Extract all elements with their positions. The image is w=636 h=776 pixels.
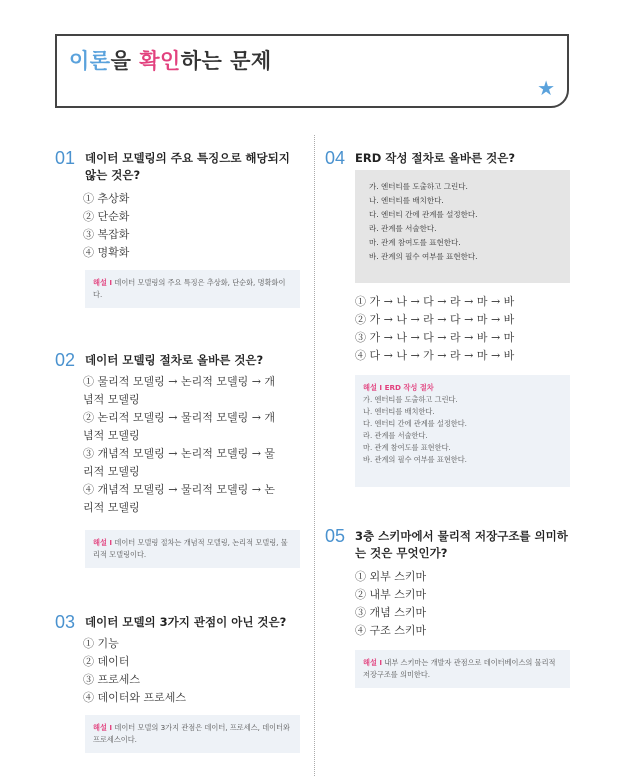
option-1[interactable]: ① 외부 스키마 <box>355 570 427 583</box>
option-2[interactable]: ② 논리적 모델링 → 물리적 모델링 → 개념적 모델링 <box>83 411 276 442</box>
procedure-item: 가. 엔터티를 도출하고 그린다. <box>369 182 468 191</box>
question-text: 데이터 모델링의 주요 특징으로 해당되지 않는 것은? <box>85 151 290 182</box>
question-number: 01 <box>55 148 76 168</box>
question-02 <box>55 350 300 580</box>
question-number: 02 <box>55 350 76 370</box>
option-4[interactable]: ④ 구조 스키마 <box>355 624 427 637</box>
procedure-item: 나. 엔터티를 배치한다. <box>369 196 444 205</box>
procedure-item: 다. 엔터티 간에 관계를 설정한다. <box>369 210 478 219</box>
explanation-line: 나. 엔터티를 배치한다. <box>363 407 435 416</box>
explanation-line: 다. 엔터티 간에 관계를 설정한다. <box>363 419 467 428</box>
explanation-box <box>85 715 300 753</box>
procedure-item: 바. 관계의 필수 여부를 표현한다. <box>369 252 478 261</box>
options-list <box>83 635 186 707</box>
title-part-1: 이론 <box>69 49 111 73</box>
option-4[interactable]: ④ 개념적 모델링 → 물리적 모델링 → 논리적 모델링 <box>83 483 276 514</box>
title-part-4: 하는 문제 <box>180 49 272 73</box>
explanation-box <box>355 650 570 688</box>
option-2[interactable]: ② 내부 스키마 <box>355 588 427 601</box>
options-list <box>83 373 283 517</box>
option-3[interactable]: ③ 개념 스키마 <box>355 606 427 619</box>
procedure-item: 마. 관계 참여도를 표현한다. <box>369 238 461 247</box>
procedure-item: 라. 관계를 서술한다. <box>369 224 437 233</box>
question-text: 데이터 모델링 절차로 올바른 것은? <box>85 353 264 367</box>
option-2[interactable]: ② 데이터 <box>83 655 130 668</box>
question-01 <box>55 148 300 328</box>
options-list <box>83 190 129 262</box>
explanation-box <box>85 530 300 568</box>
option-1[interactable]: ① 기능 <box>83 637 119 650</box>
explanation-label: 해설 I <box>93 538 113 547</box>
option-2[interactable]: ② 단순화 <box>83 210 130 223</box>
section-title-box <box>55 34 569 108</box>
explanation-label: 해설 I <box>93 723 113 732</box>
option-4[interactable]: ④ 다 → 나 → 가 → 라 → 마 → 바 <box>355 349 515 362</box>
question-number: 03 <box>55 612 76 632</box>
option-3[interactable]: ③ 가 → 나 → 다 → 라 → 바 → 마 <box>355 331 515 344</box>
option-2[interactable]: ② 가 → 나 → 라 → 다 → 마 → 바 <box>355 313 515 326</box>
explanation-line: 바. 관계의 필수 여부를 표현한다. <box>363 455 467 464</box>
option-4[interactable]: ④ 명확화 <box>83 246 130 259</box>
option-1[interactable]: ① 추상화 <box>83 192 130 205</box>
title-part-2: 을 <box>110 49 140 73</box>
explanation-text: 데이터 모델의 3가지 관점은 데이터, 프로세스, 데이터와 프로세스이다. <box>93 723 290 744</box>
explanation-text: 데이터 모델링 절차는 개념적 모델링, 논리적 모델링, 물리적 모델링이다. <box>93 538 288 559</box>
option-1[interactable]: ① 가 → 나 → 다 → 라 → 마 → 바 <box>355 295 515 308</box>
explanation-line: 마. 관계 참여도를 표현한다. <box>363 443 451 452</box>
explanation-box <box>85 270 300 308</box>
q4-explanation-box <box>355 375 570 487</box>
explanation-text: 데이터 모델링의 주요 특징은 추상화, 단순화, 명확화이다. <box>93 278 286 299</box>
option-4[interactable]: ④ 데이터와 프로세스 <box>83 691 187 704</box>
title-part-3: 확인 <box>139 49 181 73</box>
explanation-label: 해설 I <box>93 278 113 287</box>
explanation-label: 해설 I ERD 작성 절차 <box>363 383 434 392</box>
procedure-box <box>355 170 570 283</box>
option-3[interactable]: ③ 개념적 모델링 → 논리적 모델링 → 물리적 모델링 <box>83 447 276 478</box>
options-list <box>355 568 426 640</box>
explanation-text: 내부 스키마는 개발자 관점으로 데이터베이스의 물리적 저장구조를 의미한다. <box>363 658 556 679</box>
question-text: 3층 스키마에서 물리적 저장구조를 의미하는 것은 무엇인가? <box>355 529 568 560</box>
column-divider <box>314 135 315 776</box>
question-text: 데이터 모델의 3가지 관점이 아닌 것은? <box>85 615 287 629</box>
question-03 <box>55 612 300 762</box>
explanation-line: 라. 관계를 서술한다. <box>363 431 428 440</box>
section-title <box>69 45 272 75</box>
question-number: 05 <box>325 526 346 546</box>
question-text: ERD 작성 절차로 올바른 것은? <box>355 151 516 165</box>
question-05 <box>325 526 575 696</box>
q4-options-list <box>355 293 514 365</box>
explanation-line: 가. 엔터티를 도출하고 그린다. <box>363 395 458 404</box>
option-3[interactable]: ③ 프로세스 <box>83 673 141 686</box>
star-icon: ★ <box>537 76 555 100</box>
explanation-label: 해설 I <box>363 658 383 667</box>
option-1[interactable]: ① 물리적 모델링 → 논리적 모델링 → 개념적 모델링 <box>83 375 276 406</box>
question-number: 04 <box>325 148 346 168</box>
question-04 <box>325 148 575 168</box>
option-3[interactable]: ③ 복잡화 <box>83 228 130 241</box>
